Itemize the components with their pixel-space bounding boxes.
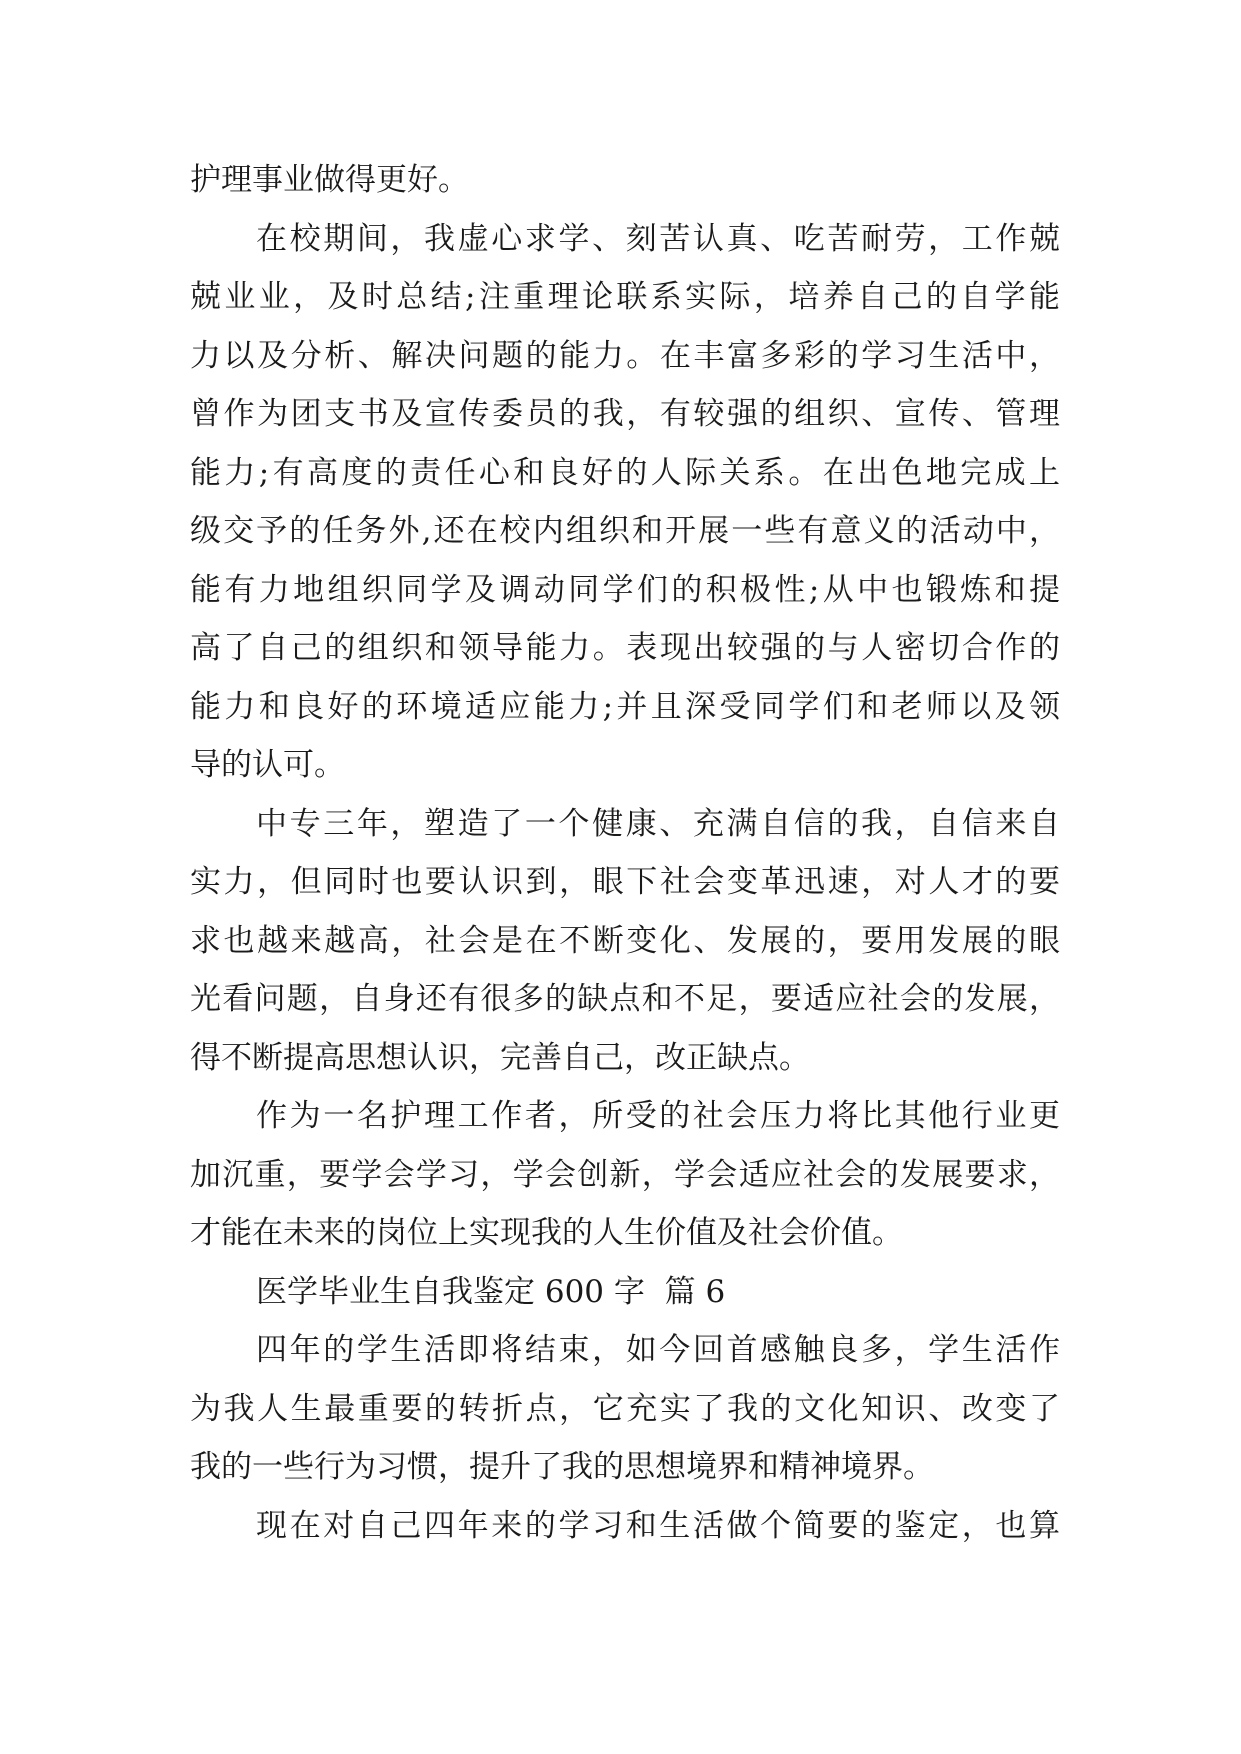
text-line: 中专三年，塑造了一个健康、充满自信的我，自信来自 — [256, 805, 1060, 842]
text-line: 四年的学生活即将结束，如今回首感触良多，学生活作 — [256, 1332, 1060, 1368]
text-line: 能力和良好的环境适应能力;并且深受同学们和老师以及领 — [190, 688, 1060, 725]
text-line: 力以及分析、解决问题的能力。在丰富多彩的学习生活中， — [190, 337, 1060, 374]
text-line: 在校期间，我虚心求学、刻苦认真、吃苦耐劳，工作兢 — [256, 220, 1060, 257]
text-line: 能力;有高度的责任心和良好的人际关系。在出色地完成上 — [190, 454, 1060, 491]
text-line: 现在对自己四年来的学习和生活做个简要的鉴定，也算 — [256, 1507, 1060, 1544]
text-line: 我的一些行为习惯，提升了我的思想境界和精神境界。 — [190, 1449, 934, 1485]
paragraph — [190, 151, 1060, 210]
text-line: 为我人生最重要的转折点，它充实了我的文化知识、改变了 — [190, 1390, 1060, 1427]
paragraph — [190, 795, 1060, 1088]
section-heading-text: 医学毕业生自我鉴定 600 字 篇 6 — [256, 1273, 726, 1310]
paragraph — [190, 1321, 1060, 1497]
text-line: 能有力地组织同学及调动同学们的积极性;从中也锻炼和提 — [190, 571, 1060, 608]
text-line: 加沉重，要学会学习，学会创新，学会适应社会的发展要求， — [190, 1156, 1060, 1193]
text-line: 得不断提高思想认识，完善自己，改正缺点。 — [190, 1039, 810, 1076]
text-line: 导的认可。 — [190, 747, 345, 783]
text-line: 作为一名护理工作者，所受的社会压力将比其他行业更 — [256, 1098, 1060, 1134]
text-line: 才能在未来的岗位上实现我的人生价值及社会价值。 — [190, 1215, 903, 1251]
text-line: 光看问题，自身还有很多的缺点和不足，要适应社会的发展， — [190, 981, 1060, 1017]
text-line: 级交予的任务外,还在校内组织和开展一些有意义的活动中， — [190, 513, 1060, 549]
text-line: 曾作为团支书及宣传委员的我，有较强的组织、宣传、管理 — [190, 396, 1060, 432]
section-heading — [190, 1263, 1060, 1322]
text-line: 高了自己的组织和领导能力。表现出较强的与人密切合作的 — [190, 630, 1060, 666]
text-line: 求也越来越高，社会是在不断变化、发展的，要用发展的眼 — [190, 922, 1060, 959]
text-line: 兢业业，及时总结;注重理论联系实际，培养自己的自学能 — [190, 279, 1060, 315]
paragraph — [190, 1497, 1060, 1556]
document-body — [190, 151, 1060, 1555]
paragraph — [190, 210, 1060, 795]
paragraph — [190, 1087, 1060, 1263]
text-line: 实力，但同时也要认识到，眼下社会变革迅速，对人才的要 — [190, 864, 1060, 900]
text-line: 护理事业做得更好。 — [190, 162, 469, 198]
